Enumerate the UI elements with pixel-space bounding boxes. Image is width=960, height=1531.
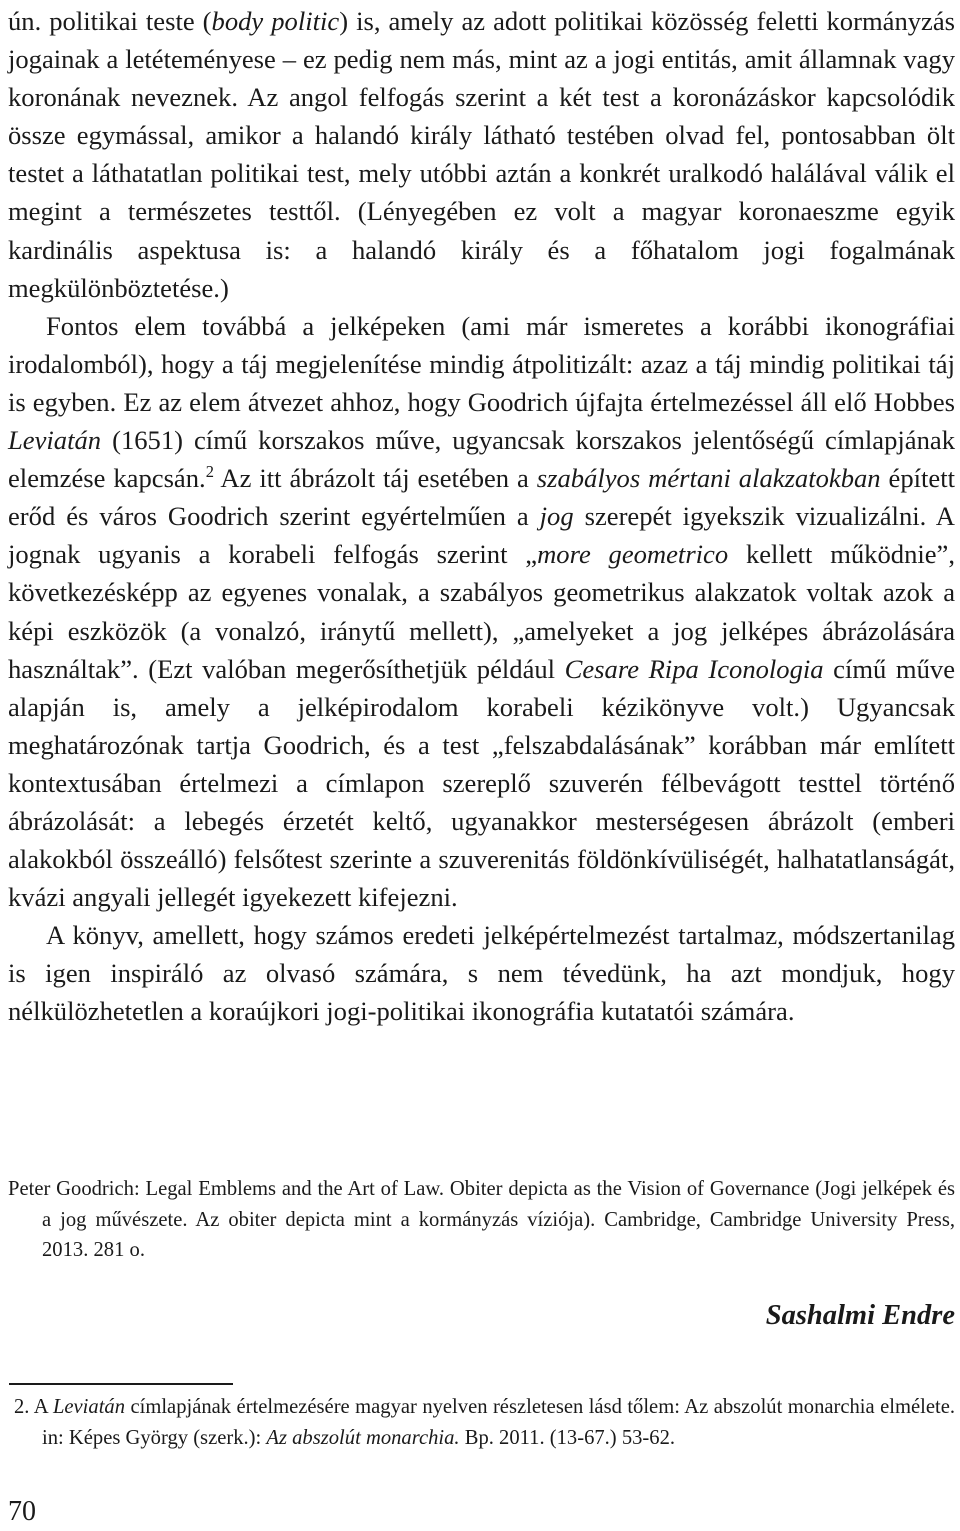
review-body-text xyxy=(8,2,955,1031)
paragraph-1 xyxy=(8,2,955,307)
footnote-2 xyxy=(14,1392,955,1453)
iconologia-title: Cesare Ripa Iconologia xyxy=(564,653,824,684)
paragraph-1-text: ún. politikai teste ( xyxy=(8,6,212,36)
leviathan-title: Leviatán xyxy=(8,425,102,456)
body-politic-term: body politic xyxy=(211,6,340,36)
law-term: jog xyxy=(539,501,574,532)
paragraph-2-text: (1651) című korszakos műve, ugyancsak korszakos jelentőségű címlapjának elemzése kapcsán. xyxy=(8,425,955,494)
paragraph-1-text-cont: ) is, amely az adott politikai közösség feletti kormányzás jogainak a letéteményese – ez pedig nem más, mint az a jogi entitás, amit államnak vagy koronának neveznek. Az angol felfogás szerint a két test a koronázáskor kapcsolódik össze egymással, amikor a halandó király látható testében olvad fel, pontosabban ölt testet a láthatatlan politikai test, mely utóbbi aztán a konkrét uralkodó halálával válik el megint a természetes testtől. (Lényegében ez volt a magyar koronaeszme egyik kardinális aspektusa is: a halandó király és a főhatalom jogi fogalmának megkülönböztetése.) xyxy=(8,6,955,303)
paragraph-2 xyxy=(8,307,955,917)
reviewer-signature: Sashalmi Endre xyxy=(765,1300,955,1331)
bibliographic-entry: Peter Goodrich: Legal Emblems and the Art of Law. Obiter depicta as the Vision of Governance (Jogi jelképek és a jog művészete. Az obiter depicta mint a kormányzás víziója). Cambridge, Cambridge University Press, 2013. 281 o. xyxy=(8,1178,955,1261)
paragraph-2-text: kellett működnie”, következésképp az egyenes vonalak, a szabályos geometrikus alakzatok voltak azok a képi eszközök (a vonalzó, iránytű mellett), „amelyeket a jog jelképes ábrázolására használtak”. (Ezt valóban megerősíthetjük például xyxy=(8,539,956,684)
paragraph-2-text: épített erőd és város Goodrich szerint egyértelműen a xyxy=(8,463,956,532)
page-number: 70 xyxy=(8,1496,36,1527)
paragraph-2-text: Fontos elem továbbá a jelképeken (ami már ismeretes a korábbi ikonográfiai irodalomból), hogy a táj megjelenítése mindig átpolitizált: azaz a táj mindig politikai táj is egyben. Ez az elem átvezet ahhoz, hogy Goodrich újfajta értelmezéssel áll elő Hobbes xyxy=(8,310,955,417)
footnote-separator xyxy=(9,1383,233,1385)
footnote-number: 2. xyxy=(14,1396,30,1418)
footnote-leviathan-title: Leviatán xyxy=(52,1396,126,1418)
geometric-shapes-term: szabályos mértani alakzatokban xyxy=(536,463,881,494)
paragraph-2-text: szerepét igyekszik vizualizálni. A jognak ugyanis a korabeli felfogás szerint „ xyxy=(8,501,955,570)
footnote-reference[interactable]: 2 xyxy=(205,462,214,482)
more-geometrico-term: more geometrico xyxy=(537,539,729,570)
paragraph-3: A könyv, amellett, hogy számos eredeti jelképértelmezést tartalmaz, módszertanilag is igen inspiráló az olvasó számára, s nem tévedünk, ha azt mondjuk, hogy nélkülözhetetlen a koraújkori jogi-politikai ikonográfia kutatatói számára. xyxy=(8,920,955,1027)
footnote-text: A xyxy=(29,1396,53,1418)
footnote-text: Bp. 2011. (13-67.) 53-62. xyxy=(459,1426,676,1449)
footnote-text: címlapjának értelmezésére magyar nyelven részletesen lásd tőlem: Az abszolút monarchia elmélete. in: Képes György (szerk.): xyxy=(42,1396,955,1449)
footnote-book-title: Az abszolút monarchia. xyxy=(266,1426,460,1449)
paragraph-2-text: című műve alapján is, amely a jelképirodalom korabeli kézikönyve volt.) Ugyancsak meghatározónak tartja Goodrich, és a test „felszabdalásának” korábban már említett kontextusában értelmezi a címlapon szereplő szuverén félbevágott testtel történő ábrázolását: a lebegés érzetét keltő, ugyanakkor mesterségesen ábrázolt (emberi alakokból összeálló) felsőtest szerinte a szuverenitás földönkívüliségét, halhatatlanságát, kvázi angyali jellegét igyekezett kifejezni. xyxy=(8,653,955,913)
paragraph-2-text: Az itt ábrázolt táj esetében a xyxy=(213,463,537,494)
